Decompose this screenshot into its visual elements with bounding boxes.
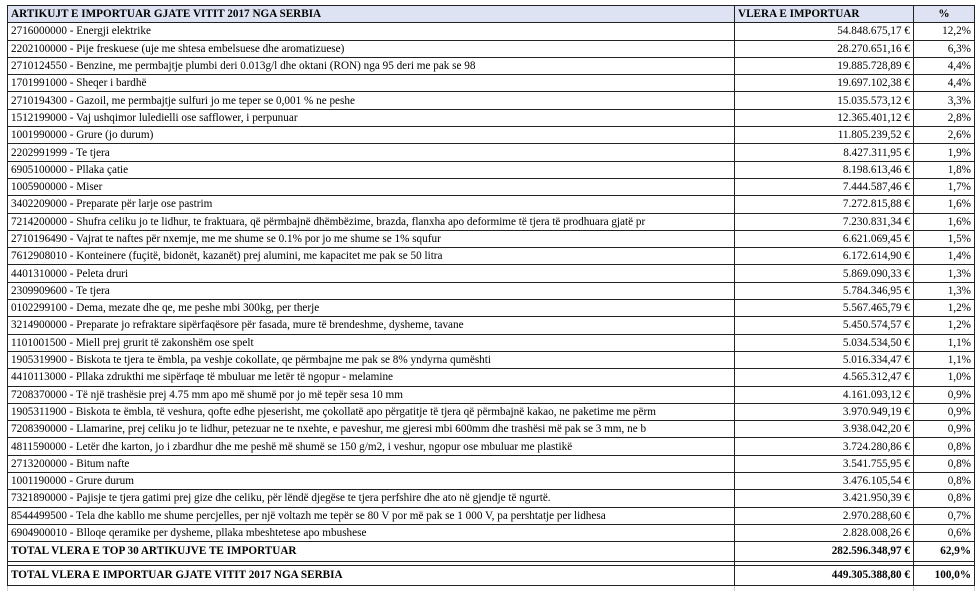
total-all-row	[8, 566, 975, 586]
article-cell[interactable]: 6904900010 - Blloqe qeramike per dysheme, pllaka mbeshtetese apo mbushese	[8, 524, 735, 541]
article-cell[interactable]: 1701991000 - Sheqer i bardhë	[8, 75, 735, 92]
table-body	[8, 23, 975, 542]
table-row	[8, 317, 975, 334]
table-row	[8, 23, 975, 40]
value-cell[interactable]: 3.421.950,39 €	[735, 490, 914, 507]
value-cell[interactable]: 5.869.090,33 €	[735, 265, 914, 282]
article-cell[interactable]: 4410113000 - Pllaka zdrukthi me sipërfaqe të mbuluar me letër të ngopur - melamine	[8, 369, 735, 386]
article-cell[interactable]: 7208390000 - Llamarine, prej celiku jo te lidhur, petezuar ne te nxehte, e paveshur, me gjeresi mbi 600mm dhe trashësi më pak se 3 mm, ne b	[8, 421, 735, 438]
percent-cell[interactable]: 1,2%	[914, 317, 975, 334]
percent-cell[interactable]: 0,8%	[914, 438, 975, 455]
value-cell[interactable]: 7.444.587,46 €	[735, 178, 914, 195]
percent-cell[interactable]: 0,9%	[914, 403, 975, 420]
article-cell[interactable]: 7208370000 - Të një trashësie prej 4.75 mm apo më shumë por jo më tepër sesa 10 mm	[8, 386, 735, 403]
percent-cell[interactable]: 1,3%	[914, 265, 975, 282]
article-cell[interactable]: 2202100000 - Pije freskuese (uje me shtesa embelsuese dhe aromatizuese)	[8, 40, 735, 57]
value-cell[interactable]: 19.885.728,89 €	[735, 57, 914, 74]
value-cell[interactable]: 3.541.755,95 €	[735, 455, 914, 472]
total-top30-row	[8, 542, 975, 562]
value-cell[interactable]: 3.476.105,54 €	[735, 473, 914, 490]
percent-cell[interactable]: 0,6%	[914, 524, 975, 541]
percent-cell[interactable]: 0,9%	[914, 386, 975, 403]
percent-cell[interactable]: 2,6%	[914, 127, 975, 144]
empty-cell[interactable]	[8, 586, 735, 592]
article-cell[interactable]: 0102299100 - Dema, mezate dhe qe, me peshe mbi 300kg, per therje	[8, 300, 735, 317]
header-row	[8, 6, 975, 23]
value-cell[interactable]: 5.016.334,47 €	[735, 351, 914, 368]
article-cell[interactable]: 2716000000 - Energji elektrike	[8, 23, 735, 40]
article-cell[interactable]: 6905100000 - Pllaka çatie	[8, 161, 735, 178]
value-cell[interactable]: 2.828.008,26 €	[735, 524, 914, 541]
value-cell[interactable]: 5.450.574,57 €	[735, 317, 914, 334]
table-row	[8, 213, 975, 230]
percent-cell[interactable]: 1,1%	[914, 334, 975, 351]
table-row	[8, 127, 975, 144]
table-row	[8, 196, 975, 213]
article-cell[interactable]: 1905319900 - Biskota te tjera te ëmbla, pa veshje cokollate, qe përmbajne me pak se 8% yndyrna qumështi	[8, 351, 735, 368]
empty-cell[interactable]	[914, 586, 975, 592]
percent-cell[interactable]: 1,0%	[914, 369, 975, 386]
value-cell[interactable]: 4.565.312,47 €	[735, 369, 914, 386]
article-cell[interactable]: 1905311900 - Biskota te ëmbla, të veshura, qofte edhe pjeserisht, me çokollatë apo përgatitje të tjera që përmbajnë kakao, ne paketime me përm	[8, 403, 735, 420]
table-row	[8, 144, 975, 161]
article-cell[interactable]: 3402209000 - Preparate për larje ose pastrim	[8, 196, 735, 213]
article-cell[interactable]: 1001190000 - Grure durum	[8, 473, 735, 490]
article-cell[interactable]: 4811590000 - Letër dhe karton, jo i zbardhur dhe me peshë më shumë se 150 g/m2, i veshur, ngopur ose mbuluar me plastikë	[8, 438, 735, 455]
value-cell[interactable]: 5.784.346,95 €	[735, 282, 914, 299]
header-percent[interactable]: %	[914, 6, 975, 23]
total-all-label[interactable]: TOTAL VLERA E IMPORTUAR GJATE VITIT 2017 NGA SERBIA	[8, 566, 735, 586]
article-cell[interactable]: 7321890000 - Pajisje te tjera gatimi prej gize dhe celiku, për lëndë djegëse te tjera perfshire dhe ato në gjendje të ngurtë.	[8, 490, 735, 507]
percent-cell[interactable]: 1,1%	[914, 351, 975, 368]
table-row	[8, 109, 975, 126]
article-cell[interactable]: 2202991999 - Te tjera	[8, 144, 735, 161]
value-cell[interactable]: 3.970.949,19 €	[735, 403, 914, 420]
table-row	[8, 57, 975, 74]
header-value[interactable]: VLERA E IMPORTUAR	[735, 6, 914, 23]
value-cell[interactable]: 3.724.280,86 €	[735, 438, 914, 455]
table-row	[8, 92, 975, 109]
percent-cell[interactable]: 3,3%	[914, 92, 975, 109]
table-row	[8, 178, 975, 195]
percent-cell[interactable]: 0,8%	[914, 473, 975, 490]
value-cell[interactable]: 8.427.311,95 €	[735, 144, 914, 161]
total-all-value[interactable]: 449.305.388,80 €	[735, 566, 914, 586]
article-cell[interactable]: 1005900000 - Miser	[8, 178, 735, 195]
article-cell[interactable]: 2710194300 - Gazoil, me permbajtje sulfuri jo me teper se 0,001 % ne peshe	[8, 92, 735, 109]
article-cell[interactable]: 7214200000 - Shufra celiku jo te lidhur, te fraktuara, që përmbajnë dhëmbëzime, brazda, flanxha apo deformime të tjera të prodhuara gjatë pr	[8, 213, 735, 230]
value-cell[interactable]: 19.697.102,38 €	[735, 75, 914, 92]
percent-cell[interactable]: 1,2%	[914, 300, 975, 317]
table-row	[8, 75, 975, 92]
percent-cell[interactable]: 0,8%	[914, 455, 975, 472]
value-cell[interactable]: 3.938.042,20 €	[735, 421, 914, 438]
percent-cell[interactable]: 2,8%	[914, 109, 975, 126]
table-row	[8, 386, 975, 403]
value-cell[interactable]: 15.035.573,12 €	[735, 92, 914, 109]
table-row	[8, 282, 975, 299]
value-cell[interactable]: 2.970.288,60 €	[735, 507, 914, 524]
table-row	[8, 300, 975, 317]
article-cell[interactable]: 7612908010 - Konteinere (fuçitë, bidonët, kazanët) prej alumini, me kapacitet me pak se 50 litra	[8, 248, 735, 265]
table-row	[8, 473, 975, 490]
value-cell[interactable]: 7.272.815,88 €	[735, 196, 914, 213]
table-row	[8, 490, 975, 507]
percent-cell[interactable]: 0,8%	[914, 490, 975, 507]
table-row	[8, 265, 975, 282]
article-cell[interactable]: 8544499500 - Tela dhe kabllo me shume percjelles, per një voltazh me tepër se 80 V por më pak se 1 000 V, pa pershtatje per lidhesa	[8, 507, 735, 524]
percent-cell[interactable]: 1,7%	[914, 178, 975, 195]
table-row	[8, 40, 975, 57]
article-cell[interactable]: 2710124550 - Benzine, me permbajtje plumbi deri 0.013g/l dhe oktani (RON) nga 95 deri me pak se 98	[8, 57, 735, 74]
percent-cell[interactable]: 1,8%	[914, 161, 975, 178]
article-cell[interactable]: 1001990000 - Grure (jo durum)	[8, 127, 735, 144]
percent-cell[interactable]: 0,9%	[914, 421, 975, 438]
article-cell[interactable]: 1512199000 - Vaj ushqimor luledielli ose safflower, i perpunuar	[8, 109, 735, 126]
spreadsheet	[7, 5, 974, 591]
percent-cell[interactable]: 1,3%	[914, 282, 975, 299]
value-cell[interactable]: 6.621.069,45 €	[735, 230, 914, 247]
value-cell[interactable]: 54.848.675,17 €	[735, 23, 914, 40]
percent-cell[interactable]: 4,4%	[914, 57, 975, 74]
percent-cell[interactable]: 0,7%	[914, 507, 975, 524]
table-row	[8, 455, 975, 472]
table-row	[8, 403, 975, 420]
total-top30-label[interactable]: TOTAL VLERA E TOP 30 ARTIKUJVE TE IMPORTUAR	[8, 542, 735, 562]
value-cell[interactable]: 6.172.614,90 €	[735, 248, 914, 265]
value-cell[interactable]: 8.198.613,46 €	[735, 161, 914, 178]
percent-cell[interactable]: 1,4%	[914, 248, 975, 265]
table-row	[8, 230, 975, 247]
percent-cell[interactable]: 12,2%	[914, 23, 975, 40]
percent-cell[interactable]: 1,5%	[914, 230, 975, 247]
imports-table	[7, 5, 975, 591]
percent-cell[interactable]: 1,6%	[914, 213, 975, 230]
header-article[interactable]: ARTIKUJT E IMPORTUAR GJATE VITIT 2017 NGA SERBIA	[8, 6, 735, 23]
percent-cell[interactable]: 4,4%	[914, 75, 975, 92]
table-row	[8, 369, 975, 386]
table-row	[8, 248, 975, 265]
total-top30-value[interactable]: 282.596.348,97 €	[735, 542, 914, 562]
value-cell[interactable]: 5.034.534,50 €	[735, 334, 914, 351]
value-cell[interactable]: 11.805.239,52 €	[735, 127, 914, 144]
article-cell[interactable]: 4401310000 - Peleta druri	[8, 265, 735, 282]
percent-cell[interactable]: 6,3%	[914, 40, 975, 57]
value-cell[interactable]: 5.567.465,79 €	[735, 300, 914, 317]
table-row	[8, 161, 975, 178]
table-row	[8, 507, 975, 524]
value-cell[interactable]: 4.161.093,12 €	[735, 386, 914, 403]
empty-cell[interactable]	[735, 586, 914, 592]
table-row	[8, 524, 975, 541]
table-row	[8, 351, 975, 368]
empty-row	[8, 586, 975, 592]
total-top30-percent[interactable]: 62,9%	[914, 542, 975, 562]
article-cell[interactable]: 2710196490 - Vajrat te naftes për nxemje, me me shume se 0.1% por jo me shume se 1% squfur	[8, 230, 735, 247]
table-row	[8, 421, 975, 438]
article-cell[interactable]: 2713200000 - Bitum nafte	[8, 455, 735, 472]
value-cell[interactable]: 28.270.651,16 €	[735, 40, 914, 57]
article-cell[interactable]: 3214900000 - Preparate jo refraktare sipërfaqësore për fasada, mure të brendeshme, dysheme, tavane	[8, 317, 735, 334]
percent-cell[interactable]: 1,6%	[914, 196, 975, 213]
value-cell[interactable]: 12.365.401,12 €	[735, 109, 914, 126]
table-row	[8, 334, 975, 351]
article-cell[interactable]: 1101001500 - Miell prej grurit të zakonshëm ose spelt	[8, 334, 735, 351]
article-cell[interactable]: 2309909600 - Te tjera	[8, 282, 735, 299]
value-cell[interactable]: 7.230.831,34 €	[735, 213, 914, 230]
percent-cell[interactable]: 1,9%	[914, 144, 975, 161]
total-all-percent[interactable]: 100,0%	[914, 566, 975, 586]
table-row	[8, 438, 975, 455]
